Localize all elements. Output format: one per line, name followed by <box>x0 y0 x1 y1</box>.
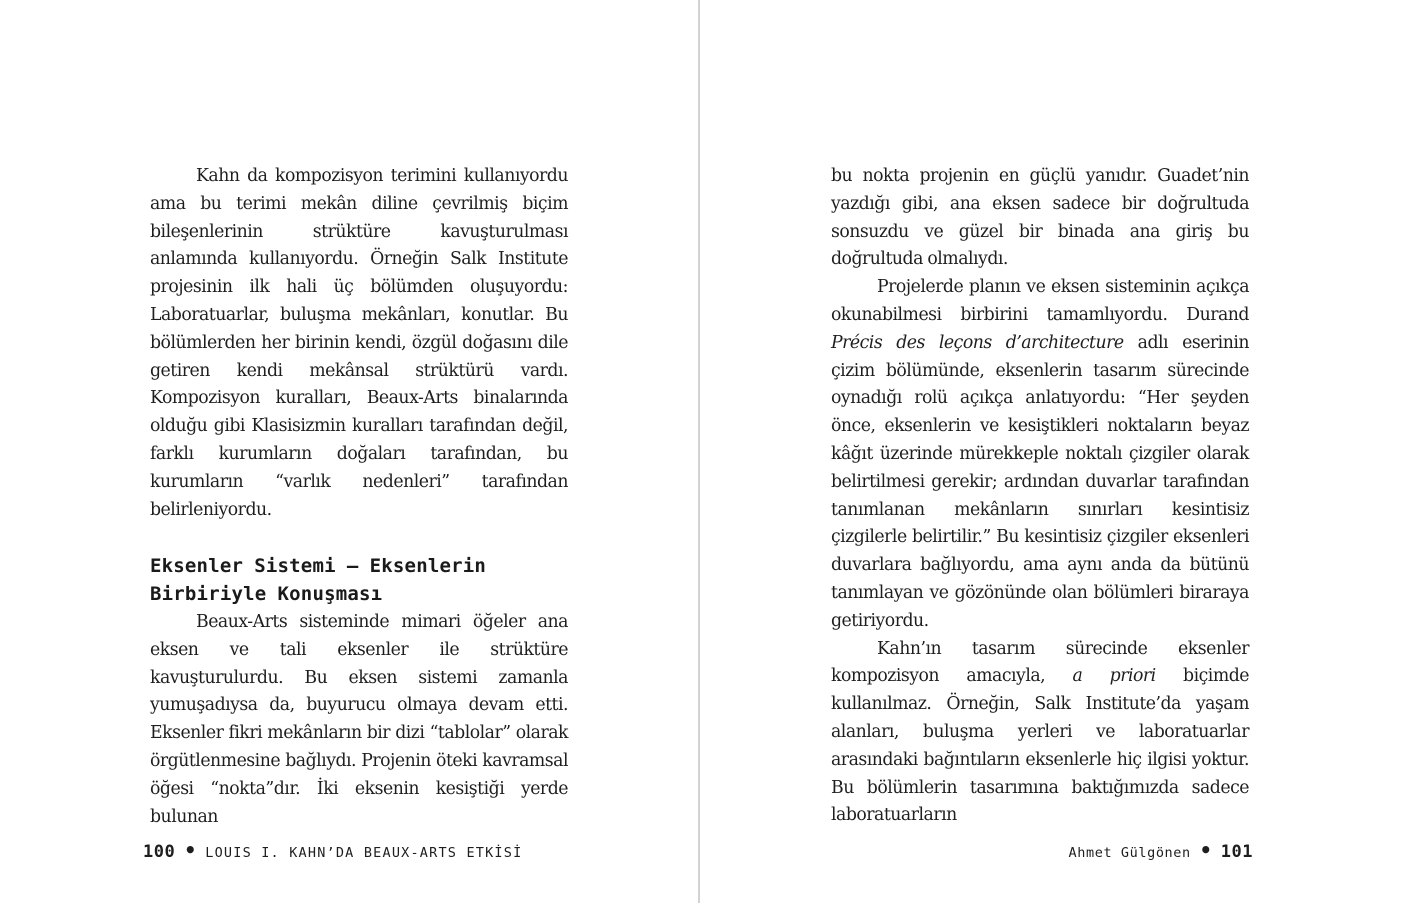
right-text-column <box>831 163 1249 830</box>
section-heading <box>150 553 568 609</box>
right-page <box>700 0 1398 903</box>
text-run: Beaux-Arts sisteminde mimari öğeler ana eksen ve tali eksenler ile strüktüre kavuşturulurdu. Bu eksen sistemi zamanla yumuşadıysa da, buyurucu olmaya devam etti. Eksenler fikri mekânların bir dizi “tablolar” olarak örgütlenmesine bağlıydı. Projenin öteki kavramsal öğesi “nokta”dır. İki eksenin kesiştiği yerde bulunan <box>150 611 568 827</box>
paragraph-kompozisyon <box>150 163 568 524</box>
section-heading-line-2: Birbiriyle Konuşması <box>150 583 383 606</box>
footer-bullet-icon: • <box>1199 838 1212 862</box>
page-number: 100 <box>143 842 176 862</box>
paragraph-continued <box>831 163 1249 274</box>
italic-term: a priori <box>1072 666 1156 687</box>
left-text-column <box>150 163 568 831</box>
text-run: biçimde kullanılmaz. Örneğin, Salk Institute’da yaşam alanları, buluşma yerleri ve laboratuarlar arasındaki bağıntıların eksenlerle hiç ilgisi yoktur. Bu bölümlerin tasarımına baktığımızda sadece laboratuarların <box>831 666 1249 826</box>
text-run: adlı eserinin çizim bölümünde, eksenlerin tasarım sürecinde oynadığı rolü açıkça anlatıyordu: “Her şeyden önce, eksenlerin ve kesiştikleri noktaların beyaz kâğıt üzerinde mürekkeple noktalı çizgiler olarak belirtilmesi gerekir; ardından duvarlar tarafından tanımlanan mekânların sınırları kesintisiz çizgilerle belirtilir.” Bu kesintisiz çizgiler eksenleri duvarlara bağlıyordu, ama aynı anda da bütünü tanımlayan ve gözönünde olan bölümleri biraraya getiriyordu. <box>831 332 1249 631</box>
paragraph-durand <box>831 274 1249 635</box>
left-page-footer <box>143 838 522 862</box>
footer-bullet-icon: • <box>184 838 197 862</box>
text-run: bu nokta projenin en güçlü yanıdır. Guadet’nin yazdığı gibi, ana eksen sadece bir doğrultuda sonsuzdu ve güzel bir binada ana giriş bu doğrultuda olmalıydı. <box>831 166 1249 270</box>
left-page <box>0 0 698 903</box>
paragraph-kahn-eksenler <box>831 636 1249 831</box>
running-title: LOUIS I. KAHN’DA BEAUX-ARTS ETKİSİ <box>205 845 523 861</box>
page-number: 101 <box>1220 842 1253 862</box>
text-run: Kahn da kompozisyon terimini kullanıyordu ama bu terimi mekân diline çevrilmiş biçim bileşenlerinin strüktüre kavuşturulması anlamında kullanıyordu. Örneğin Salk Institute projesinin ilk hali üç bölümden oluşuyordu: Laboratuarlar, buluşma mekânları, konutlar. Bu bölümlerden her birinin kendi, özgül doğasını dile getiren kendi mekânsal strüktürü vardı. Kompozisyon kuralları, Beaux-Arts binalarında olduğu gibi Klasisizmin kuralları tarafından değil, farklı kurumların doğaları tarafından, bu kurumların “varlık nedenleri” tarafından belirleniyordu. <box>150 166 568 520</box>
running-author: Ahmet Gülgönen <box>1068 845 1191 861</box>
section-heading-line-1: Eksenler Sistemi – Eksenlerin <box>150 555 487 578</box>
paragraph-eksenler <box>150 609 568 831</box>
text-run: Projelerde planın ve eksen sisteminin açıkça okunabilmesi birbirini tamamlıyordu. Durand <box>831 277 1249 325</box>
right-page-footer <box>1069 838 1253 862</box>
book-title-italic: Précis des leçons d’architecture <box>831 332 1124 353</box>
text-run: Kahn’ın tasarım sürecinde eksenler kompozisyon amacıyla, <box>831 638 1249 687</box>
